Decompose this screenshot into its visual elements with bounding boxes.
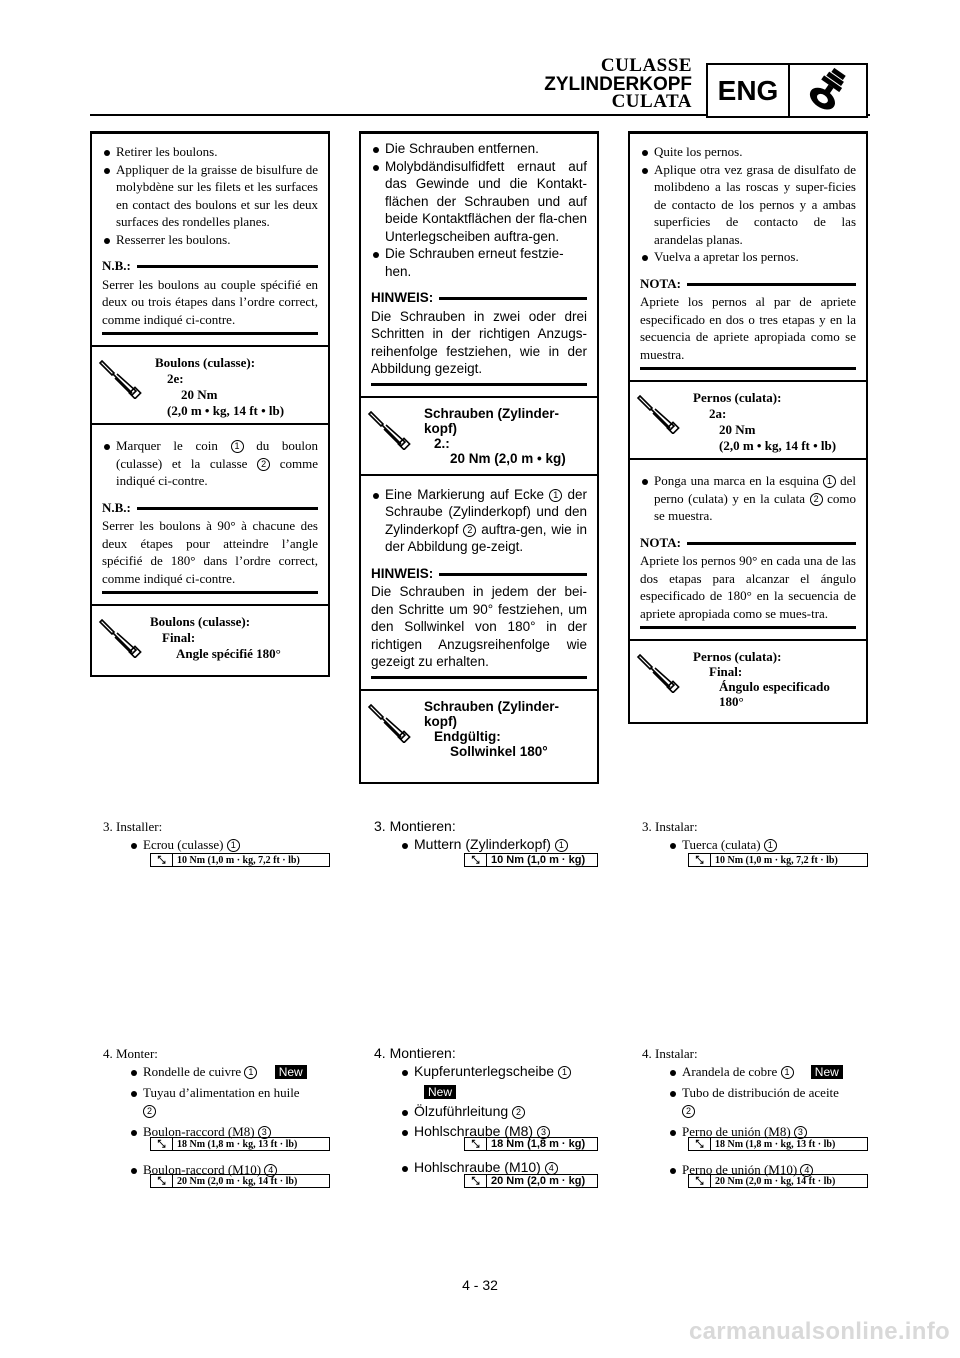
de-note-2-header xyxy=(371,565,587,583)
de-step-4-torque-m10 xyxy=(464,1174,598,1188)
torque-icon: ⤡ xyxy=(151,1175,173,1187)
fr-torque-box-2 xyxy=(92,604,328,666)
torque-icon: ⤡ xyxy=(465,854,487,866)
callout-3: 3 xyxy=(794,1126,807,1139)
de-step-4-item-2-text: Ölzuführleitung xyxy=(414,1103,509,1119)
es-bullet-4-text-a: Ponga una marca en la esquina xyxy=(654,473,819,488)
de-bullet-4-text-a: Eine Markierung auf Ecke xyxy=(385,486,545,502)
de-bullet-4 xyxy=(371,486,587,556)
fr-torque-box-1 xyxy=(92,345,328,425)
de-bullet-2: Molybdändisulfidfett ernaut auf das Gewinde und die Kontakt-flächen der Schrauben und auf beide Kontaktflächen der fla-chen Unterlegscheiben auftra-gen. xyxy=(371,158,587,246)
es-step-3-torque xyxy=(688,853,868,867)
de-note-1-text: Die Schrauben in zwei oder drei Schritten in der richtigen Anzugs-reihenfolge festziehen, wie in der Abbildung gezeigt. xyxy=(371,308,587,376)
callout-2: 2 xyxy=(810,493,823,506)
es-torque-1-line-1: Pernos (culata): xyxy=(693,390,782,405)
callout-4: 4 xyxy=(264,1164,277,1177)
callout-1: 1 xyxy=(823,475,836,488)
es-torque-box-2 xyxy=(630,639,866,719)
de-note-1-header xyxy=(371,289,587,307)
fr-step-4-item-3-text: Boulon-raccord (M8) xyxy=(143,1124,255,1139)
fr-torque-2-line-1: Boulons (culasse): xyxy=(150,614,251,629)
fr-torque-2-line-2: Final: xyxy=(162,630,196,645)
de-torque-2-line-4: Sollwinkel 180° xyxy=(450,743,548,759)
fr-note-2-header xyxy=(102,499,318,517)
new-badge: New xyxy=(811,1065,843,1079)
es-step-4-item-2 xyxy=(668,1084,872,1120)
fr-bullet-2: Appliquer de la graisse de bisulfure de molybdène sur les filets et les surfaces en contact des boulons et sur les deux surfaces des rondelles planes. xyxy=(102,161,318,231)
callout-1: 1 xyxy=(244,1066,257,1079)
es-step-4-item-1 xyxy=(668,1063,872,1081)
es-step-4-title: 4. Instalar: xyxy=(642,1046,698,1061)
fr-step-4-torque-m8-value: 18 Nm (1,8 m · kg, 13 ft · lb) xyxy=(177,1138,298,1150)
callout-3: 3 xyxy=(537,1126,550,1139)
column-es xyxy=(628,131,868,724)
callout-4: 4 xyxy=(800,1164,813,1177)
callout-1: 1 xyxy=(231,440,244,453)
de-step-4-torque-m8 xyxy=(464,1137,598,1151)
de-bullet-1: Die Schrauben entfernen. xyxy=(371,140,587,158)
fr-bullet-4 xyxy=(102,437,318,490)
fr-torque-1-line-1: Boulons (culasse): xyxy=(155,355,256,370)
es-note-1-text: Apriete los pernos al par de apriete especificado en dos o tres etapas y en la secuencia de apriete apropiada como se muestra. xyxy=(640,294,856,362)
es-step-4-torque-m8-value: 18 Nm (1,8 m · kg, 13 ft · lb) xyxy=(715,1138,836,1150)
es-step-4-torque-m8 xyxy=(688,1137,868,1151)
es-bullet-1: Quite los pernos. xyxy=(640,143,856,161)
torque-wrench-icon xyxy=(636,649,680,693)
fr-step-3-torque xyxy=(150,853,330,867)
fr-step-4-item-1-text: Rondelle de cuivre xyxy=(143,1064,242,1079)
es-note-2-header xyxy=(640,534,856,552)
es-step-3-title: 3. Instalar: xyxy=(642,819,698,834)
page-number: 4 - 32 xyxy=(462,1277,498,1293)
fr-note-1-label: N.B.: xyxy=(102,258,131,273)
de-step-4 xyxy=(374,1044,604,1176)
fr-note-1-header xyxy=(102,257,318,275)
es-step-4-item-4-text: Perno de unión (M10) xyxy=(682,1162,798,1177)
fr-step-3-item xyxy=(129,836,333,854)
torque-icon: ⤡ xyxy=(465,1175,487,1187)
callout-2: 2 xyxy=(463,524,476,537)
fr-torque-2-line-3: Angle spécifié 180° xyxy=(176,646,281,661)
de-step-4-item-4-text: Hohlschraube (M10) xyxy=(414,1159,541,1175)
fr-step-3 xyxy=(103,818,333,854)
es-step-4-torque-m10-value: 20 Nm (2,0 m · kg, 14 ft · lb) xyxy=(715,1175,836,1187)
torque-icon: ⤡ xyxy=(689,1175,711,1187)
de-torque-1-line-1: Schrauben (Zylinder- xyxy=(424,405,560,421)
es-step-3 xyxy=(642,818,872,854)
de-step-4-item-2 xyxy=(400,1102,604,1120)
de-step-3 xyxy=(374,817,604,853)
fr-step-4-item-1 xyxy=(129,1063,333,1081)
de-step-3-item-text: Muttern (Zylinderkopf) xyxy=(414,836,551,852)
de-step-4-torque-m8-value: 18 Nm (1,8 m · kg) xyxy=(491,1138,586,1150)
es-note-2-text: Apriete los pernos 90° en cada una de las dos etapas para alcanzar el ángulo especificado de 180° en la secuencia de apriete apropiada como se mues-tra. xyxy=(640,553,856,621)
de-step-3-torque-value: 10 Nm (1,0 m · kg) xyxy=(491,854,586,866)
es-step-4-item-3-text: Perno de unión (M8) xyxy=(682,1124,791,1139)
es-step-4-item-2-text: Tubo de distribución de aceite xyxy=(682,1085,839,1100)
callout-1: 1 xyxy=(781,1066,794,1079)
callout-1: 1 xyxy=(764,839,777,852)
fr-step-4-item-2 xyxy=(129,1084,333,1120)
section-badge-label: ENG xyxy=(708,65,790,116)
fr-bullet-4-text-b: du boulon (culasse) et la culasse xyxy=(116,438,318,471)
de-torque-1-line-3: 2.: xyxy=(434,435,450,451)
fr-step-4-torque-m10-value: 20 Nm (2,0 m · kg, 14 ft · lb) xyxy=(177,1175,298,1187)
es-step-4-torque-m10 xyxy=(688,1174,868,1188)
de-bullet-4-text-b: der Schraube (Zylinderkopf) und den Zylinderkopf xyxy=(385,486,587,537)
callout-4: 4 xyxy=(545,1162,558,1175)
watermark: carmanualsonline.info xyxy=(688,1318,950,1345)
es-bullet-4 xyxy=(640,472,856,525)
es-step-3-item xyxy=(668,836,872,854)
fr-note-1-text: Serrer les boulons au couple spécifié en deux ou trois étapes dans l’ordre correct, comme indiqué ci-contre. xyxy=(102,276,318,327)
es-torque-1-line-2: 2a: xyxy=(709,406,727,421)
fr-step-4-item-2-text: Tuyau d’alimentation en huile xyxy=(143,1085,300,1100)
fr-step-3-item-text: Ecrou (culasse) xyxy=(143,837,224,852)
column-fr xyxy=(90,131,330,677)
fr-bullet-1: Retirer les boulons. xyxy=(102,143,318,161)
fr-bullet-4-text-c: comme indiqué ci-contre. xyxy=(116,455,319,488)
fr-bullet-4-text-a: Marquer le coin xyxy=(116,438,218,453)
torque-icon: ⤡ xyxy=(689,1138,711,1150)
de-torque-2-line-1: Schrauben (Zylinder- xyxy=(424,698,560,714)
header-title-fr: CULASSE xyxy=(600,55,692,76)
callout-1: 1 xyxy=(549,489,562,502)
new-badge: New xyxy=(424,1085,456,1099)
torque-wrench-icon xyxy=(98,614,142,658)
de-step-4-item-1-text: Kupferunterlegscheibe xyxy=(414,1063,555,1079)
de-step-4-title: 4. Montieren: xyxy=(374,1045,456,1061)
de-step-4-torque-m10-value: 20 Nm (2,0 m · kg) xyxy=(491,1175,586,1187)
callout-1: 1 xyxy=(558,1066,571,1079)
es-torque-1-line-3: 20 Nm xyxy=(719,422,756,437)
torque-icon: ⤡ xyxy=(151,854,173,866)
column-de xyxy=(359,131,599,784)
fr-torque-1-line-3: 20 Nm xyxy=(181,387,218,402)
es-step-4 xyxy=(642,1045,872,1179)
es-torque-box-1 xyxy=(630,380,866,460)
fr-torque-1-line-2: 2e: xyxy=(167,371,184,386)
de-step-3-torque xyxy=(464,853,598,867)
fr-bullet-3: Resserrer les boulons. xyxy=(102,231,318,249)
section-badge xyxy=(706,63,868,118)
callout-2: 2 xyxy=(682,1105,695,1118)
callout-2: 2 xyxy=(143,1105,156,1118)
es-torque-2-line-3: Ángulo especificado xyxy=(719,679,830,694)
de-torque-1-line-2: kopf) xyxy=(424,420,457,436)
fr-step-4-torque-m10 xyxy=(150,1174,330,1188)
torque-icon: ⤡ xyxy=(151,1138,173,1150)
es-note-1-header xyxy=(640,275,856,293)
es-bullet-3: Vuelva a apretar los pernos. xyxy=(640,248,856,266)
torque-wrench-icon xyxy=(367,699,411,743)
header-title-de: ZYLINDERKOPF xyxy=(544,74,692,95)
fr-step-3-torque-value: 10 Nm (1,0 m · kg, 7,2 ft · lb) xyxy=(177,854,300,866)
torque-wrench-icon xyxy=(367,406,411,450)
fr-step-4-item-4-text: Boulon-raccord (M10) xyxy=(143,1162,262,1177)
de-torque-2-line-2: kopf) xyxy=(424,713,457,729)
torque-wrench-icon xyxy=(636,390,680,434)
callout-1: 1 xyxy=(555,839,568,852)
callout-1: 1 xyxy=(227,839,240,852)
callout-2: 2 xyxy=(257,458,270,471)
fr-note-2-text: Serrer les boulons à 90° à chacune des deux étapes pour atteindre l’angle spécifié de 180° dans l’ordre correct, comme indiqué ci-contre. xyxy=(102,518,318,586)
de-torque-2-line-3: Endgültig: xyxy=(434,728,501,744)
callout-3: 3 xyxy=(258,1126,271,1139)
de-bullet-3: Die Schrauben erneut festzie-hen. xyxy=(371,245,587,280)
de-bullet-4-text-c: auftra-gen, wie in der Abbildung ge-zeigt. xyxy=(385,521,587,554)
fr-step-3-title: 3. Installer: xyxy=(103,819,163,834)
de-note-2-text: Die Schrauben in jedem der bei-den Schritte um 90° festziehen, um den Sollwinkel von 180° in der richtigen Anzugsreihenfolge wie gezeigt zu erhalten. xyxy=(371,584,587,669)
fr-step-4 xyxy=(103,1045,333,1179)
es-torque-1-line-4: (2,0 m • kg, 14 ft • lb) xyxy=(719,438,837,453)
fr-step-4-title: 4. Monter: xyxy=(103,1046,158,1061)
de-step-3-item xyxy=(400,835,604,853)
de-step-3-title: 3. Montieren: xyxy=(374,818,456,834)
de-torque-box-2 xyxy=(361,689,597,769)
header-title-es: CULATA xyxy=(611,91,692,112)
es-torque-2-line-4: 180° xyxy=(719,694,744,709)
de-step-4-item-3-text: Hohlschraube (M8) xyxy=(414,1123,534,1139)
torque-icon: ⤡ xyxy=(689,854,711,866)
es-torque-2-line-2: Final: xyxy=(709,664,743,679)
es-step-3-torque-value: 10 Nm (1,0 m · kg, 7,2 ft · lb) xyxy=(715,854,838,866)
fr-note-2-label: N.B.: xyxy=(102,499,131,515)
de-torque-box-1 xyxy=(361,396,597,476)
new-badge: New xyxy=(275,1065,307,1079)
es-step-4-item-1-text: Arandela de cobre xyxy=(682,1064,778,1079)
es-note-2-label: NOTA: xyxy=(640,534,681,550)
de-step-4-item-1 xyxy=(400,1062,604,1080)
fr-step-4-torque-m8 xyxy=(150,1137,330,1151)
de-note-2-label: HINWEIS: xyxy=(371,565,434,581)
de-torque-1-line-4: 20 Nm (2,0 m • kg) xyxy=(450,450,566,466)
callout-2: 2 xyxy=(512,1106,525,1119)
torque-wrench-icon xyxy=(98,355,142,399)
es-bullet-4-text-b: del perno (culata) y en la culata xyxy=(654,473,857,506)
es-bullet-2: Aplique otra vez grasa de disulfato de molibdeno a las roscas y super-ficies de contacto de los pernos y a ambas superficies de contacto de las arandelas planas. xyxy=(640,161,856,249)
torque-icon: ⤡ xyxy=(465,1138,487,1150)
es-note-1-label: NOTA: xyxy=(640,275,681,291)
engine-icon xyxy=(792,67,866,115)
es-step-3-item-text: Tuerca (culata) xyxy=(682,837,761,852)
fr-torque-1-line-4: (2,0 m • kg, 14 ft • lb) xyxy=(167,403,285,418)
de-note-1-label: HINWEIS: xyxy=(371,290,434,305)
es-bullet-4-text-c: como se muestra. xyxy=(654,490,857,523)
es-torque-2-line-1: Pernos (culata): xyxy=(693,649,782,664)
